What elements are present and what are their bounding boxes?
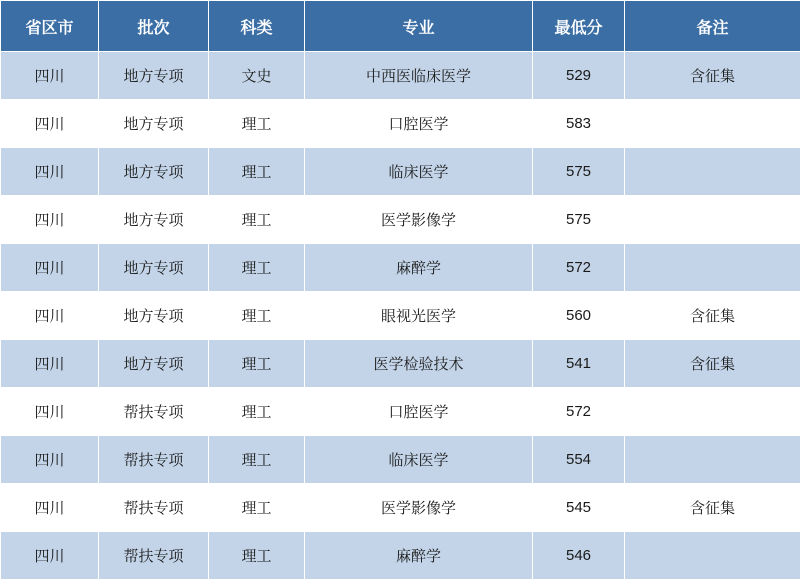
cell-province: 四川: [1, 244, 99, 292]
cell-province: 四川: [1, 148, 99, 196]
cell-batch: 帮扶专项: [99, 388, 209, 436]
cell-remark: [625, 244, 800, 292]
cell-category: 理工: [209, 196, 305, 244]
cell-remark: 含征集: [625, 484, 800, 532]
column-header-remark: 备注: [625, 1, 800, 52]
cell-remark: 含征集: [625, 340, 800, 388]
table-row: [1, 148, 800, 196]
cell-major: 医学影像学: [305, 196, 533, 244]
table-header-row: [1, 1, 800, 52]
cell-batch: 地方专项: [99, 100, 209, 148]
table-row: [1, 196, 800, 244]
cell-major: 中西医临床医学: [305, 52, 533, 100]
cell-province: 四川: [1, 532, 99, 580]
cell-province: 四川: [1, 196, 99, 244]
cell-remark: [625, 100, 800, 148]
table-row: [1, 388, 800, 436]
cell-min-score: 546: [533, 532, 625, 580]
cell-province: 四川: [1, 52, 99, 100]
cell-min-score: 575: [533, 196, 625, 244]
cell-province: 四川: [1, 436, 99, 484]
cell-category: 理工: [209, 532, 305, 580]
column-header-min-score: 最低分: [533, 1, 625, 52]
cell-major: 口腔医学: [305, 388, 533, 436]
column-header-batch: 批次: [99, 1, 209, 52]
cell-category: 理工: [209, 388, 305, 436]
cell-major: 医学检验技术: [305, 340, 533, 388]
cell-province: 四川: [1, 484, 99, 532]
table-body: [1, 52, 800, 580]
cell-category: 理工: [209, 340, 305, 388]
cell-major: 麻醉学: [305, 244, 533, 292]
cell-major: 麻醉学: [305, 532, 533, 580]
column-header-major: 专业: [305, 1, 533, 52]
column-header-category: 科类: [209, 1, 305, 52]
table-row: [1, 532, 800, 580]
cell-remark: 含征集: [625, 52, 800, 100]
cell-category: 理工: [209, 100, 305, 148]
cell-batch: 地方专项: [99, 196, 209, 244]
cell-remark: [625, 148, 800, 196]
cell-category: 文史: [209, 52, 305, 100]
table-row: [1, 292, 800, 340]
cell-batch: 帮扶专项: [99, 484, 209, 532]
cell-category: 理工: [209, 292, 305, 340]
cell-min-score: 560: [533, 292, 625, 340]
cell-major: 医学影像学: [305, 484, 533, 532]
table-row: [1, 436, 800, 484]
cell-remark: [625, 388, 800, 436]
cell-province: 四川: [1, 100, 99, 148]
cell-remark: [625, 436, 800, 484]
cell-category: 理工: [209, 244, 305, 292]
cell-batch: 地方专项: [99, 244, 209, 292]
table-row: [1, 52, 800, 100]
cell-major: 眼视光医学: [305, 292, 533, 340]
cell-remark: 含征集: [625, 292, 800, 340]
cell-batch: 帮扶专项: [99, 436, 209, 484]
cell-min-score: 529: [533, 52, 625, 100]
cell-province: 四川: [1, 388, 99, 436]
cell-category: 理工: [209, 436, 305, 484]
cell-batch: 帮扶专项: [99, 532, 209, 580]
cell-category: 理工: [209, 148, 305, 196]
table-row: [1, 340, 800, 388]
table-row: [1, 100, 800, 148]
cell-remark: [625, 196, 800, 244]
cell-min-score: 583: [533, 100, 625, 148]
cell-province: 四川: [1, 292, 99, 340]
cell-min-score: 575: [533, 148, 625, 196]
cell-major: 口腔医学: [305, 100, 533, 148]
table-row: [1, 484, 800, 532]
cell-min-score: 541: [533, 340, 625, 388]
cell-major: 临床医学: [305, 148, 533, 196]
cell-min-score: 554: [533, 436, 625, 484]
cell-batch: 地方专项: [99, 292, 209, 340]
cell-province: 四川: [1, 340, 99, 388]
cell-major: 临床医学: [305, 436, 533, 484]
cell-category: 理工: [209, 484, 305, 532]
cell-remark: [625, 532, 800, 580]
cell-min-score: 545: [533, 484, 625, 532]
column-header-province: 省区市: [1, 1, 99, 52]
cell-min-score: 572: [533, 244, 625, 292]
cell-batch: 地方专项: [99, 340, 209, 388]
cell-batch: 地方专项: [99, 52, 209, 100]
cell-min-score: 572: [533, 388, 625, 436]
table-row: [1, 244, 800, 292]
cell-batch: 地方专项: [99, 148, 209, 196]
